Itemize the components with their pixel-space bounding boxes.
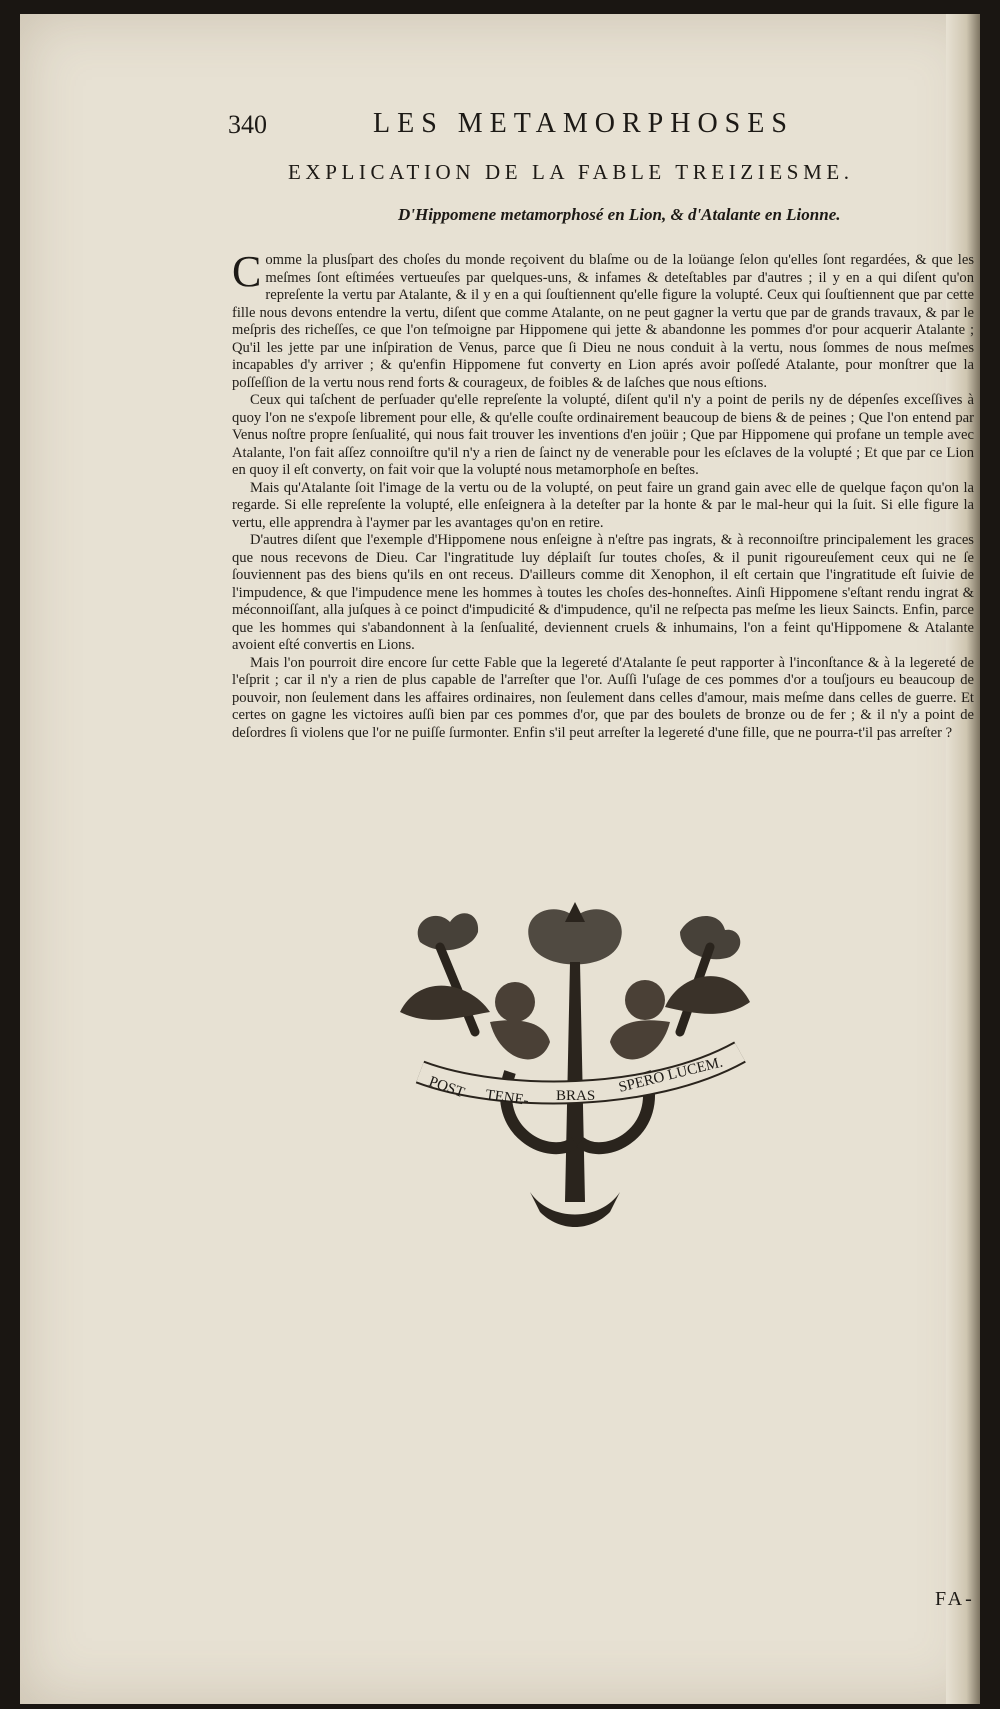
paragraph: Mais l'on pourroit dire encore ſur cette Fable que la legereté d'Atalante ſe peut rapporter à l'inconſtance & à la legereté de l'eſprit ; car il n'y a rien de plus capable de l'arreſter que l'or. Auſſi l'uſage de ces pommes d'or a touſjours eu beaucoup de pouvoir, non ſeulement dans les affaires ordinaires, non ſeulement dans celles d'amour, mais meſme dans celles de guerre. Et certes on gagne les victoires auſſi bien par ces pommes d'or, que par des boulets de bronze ou de fer ; & il n'y a point de deſordres ſi violens que l'or ne puiſſe ſurmonter. Enfin s'il peut arreſter la legereté d'une fille, que ne pourra-t'il pas arreſter ? [232, 654, 974, 741]
motto-word: POST [426, 1073, 467, 1102]
section-title: EXPLICATION DE LA FABLE TREIZIESME. [288, 160, 854, 184]
running-header [228, 108, 928, 144]
paragraph: Mais qu'Atalante ſoit l'image de la vertu ou de la volupté, on peut faire un grand gain avec elle de quelque façon qu'on la regarde. Si elle repreſente la volupté, elle enſeignera à la deteſter par la honte & par le mal-heur qui la ſuit. Si elle figure la vertu, elle apprendra à l'aymer par les avantages qu'on en retire. [232, 479, 974, 531]
body-text [232, 247, 974, 742]
page-number: 340 [228, 110, 267, 139]
book-page [20, 14, 980, 1704]
paragraph-text: omme la plusſpart des choſes du monde reçoivent du blaſme ou de la loüange ſelon qu'elles ſont regardées, & que les meſmes ſont eſtimées vertueuſes par quelques-uns, & infames & deteſtables par d'autres ; il y en a qui diſent qu'on repreſente la vertu par Atalante, & il y en a qui ſouſtiennent qu'elle figure la volupté. Ceux qui ſouſtiennent que par cette fille nous devons entendre la vertu, diſent que comme Atalante, on ne peut gagner la vertu que par de grands travaux, & par le meſpris des richeſſes, ce que l'on teſmoigne par Hippomene qui jette & abandonne les pommes d'or pour acquerir Atalante ; Qu'il les jette par une inſpiration de Venus, parce que ſi Dieu ne nous conduit à la vertu, nous ſommes de nous meſmes incapables d'y arriver ; & qu'enfin Hippomene fut converty en Lion aprés avoir poſſedé Atalante, pour monſtrer que la poſſeſſion de la vertu nous rend forts & courageux, de foibles & de laſches que nous eſtions. [232, 252, 974, 391]
running-title: LES METAMORPHOSES [373, 108, 794, 139]
paragraph: D'autres diſent que l'exemple d'Hippomene nous enſeigne à n'eſtre pas ingrats, & à reconnoiſtre principalement les graces que nous recevons de Dieu. Car l'ingratitude luy déplaiſt ſur toutes choſes, & il punit rigoureuſement ceux qui ne ſe ſouviennent pas des biens qu'ils en ont receus. D'ailleurs comme dit Xenophon, il eſt certain que l'ingratitude eſt ſuivie de l'impudence, & que l'impudence mene les hommes à toutes les choſes des-honneſtes. Ainſi Hippomene s'eſtant rendu ingrat & méconnoiſſant, alla juſques à ce poinct d'impudicité & d'impudence, qu'il ne reſpecta pas meſme les lieux Saincts. Enfin, parce que les hommes qui s'abandonnent à la ſenſualité, deviennent cruels & inhumains, l'on a feint qu'Hippomene & Atalante avoient eſté convertis en Lions. [232, 532, 974, 653]
drop-cap: C [232, 247, 262, 296]
subtitle: D'Hippomene metamorphosé en Lion, & d'Atalante en Lionne. [398, 205, 841, 224]
printers-emblem [380, 902, 770, 1232]
catchword: FA- [935, 1588, 975, 1610]
paragraph: Ceux qui taſchent de perſuader qu'elle repreſente la volupté, diſent qu'il n'y a point de perils ny de dépenſes exceſſives à quoy l'on ne s'expoſe librement pour elle, & qu'elle couſte ordinairement beaucoup de biens & de peines ; Que l'on entend par Venus noſtre propre ſenſualité, qui nous fait trouver les inventions d'en joüir ; Que par Hippomene qui profane un temple avec Atalante, l'on fait aſſez connoiſtre qu'il n'y a rien de ſainct ny de venerable pour les eſclaves de la volupté ; Et que par ce Lion en quoy il eſt converty, on fait voir que la volupté nous metamorphoſe en beſtes. [232, 392, 974, 478]
motto-word: TENE- [484, 1087, 530, 1109]
motto-word: SPERO LUCEM. [617, 1054, 725, 1096]
paragraph [232, 247, 974, 392]
motto-word: BRAS [556, 1088, 596, 1104]
